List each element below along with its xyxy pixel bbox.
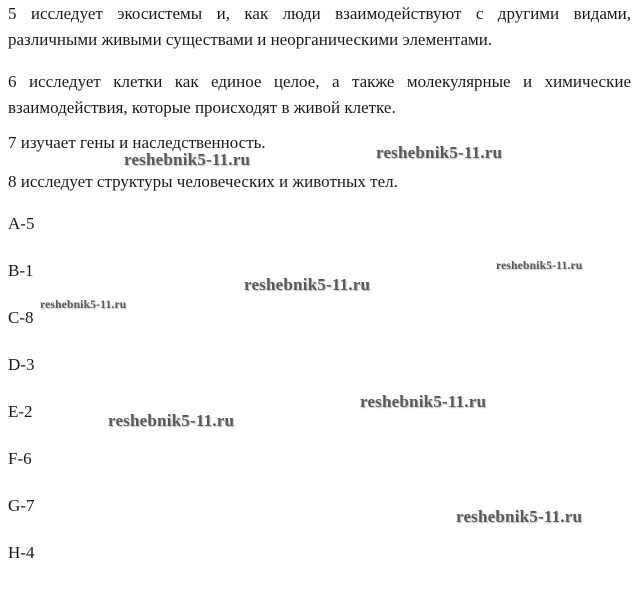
answer-item: H-4 (8, 543, 35, 562)
paragraph-genetics: 7 изучает гены и наследственность. (8, 133, 266, 152)
answer-item: G-7 (8, 496, 35, 515)
answer-list (8, 214, 34, 590)
watermark: reshebnik5-11.ru (360, 392, 487, 411)
answer-item: F-6 (8, 449, 32, 468)
answer-item: D-3 (8, 355, 35, 374)
answer-item: C-8 (8, 308, 34, 327)
watermark: reshebnik5-11.ru (376, 143, 503, 162)
watermark: reshebnik5-11.ru (40, 299, 127, 311)
watermark: reshebnik5-11.ru (244, 275, 371, 294)
watermark: reshebnik5-11.ru (124, 150, 251, 169)
answer-item: B-1 (8, 261, 34, 280)
answer-item: E-2 (8, 402, 33, 421)
watermark: reshebnik5-11.ru (108, 411, 235, 430)
paragraph-cell-biology: 6 исследует клетки как единое целое, а также молекулярные и химические взаимодействия, которые происходят в живой клетке. (8, 72, 631, 117)
watermark: reshebnik5-11.ru (456, 507, 583, 526)
watermark: reshebnik5-11.ru (496, 260, 583, 272)
answer-item: A-5 (8, 214, 35, 233)
paragraph-anatomy: 8 исследует структуры человеческих и животных тел. (8, 172, 398, 191)
paragraph-ecology: 5 исследует экосистемы и, как люди взаимодействуют с другими видами, различными живыми существами и неорганическими элементами. (8, 4, 631, 49)
